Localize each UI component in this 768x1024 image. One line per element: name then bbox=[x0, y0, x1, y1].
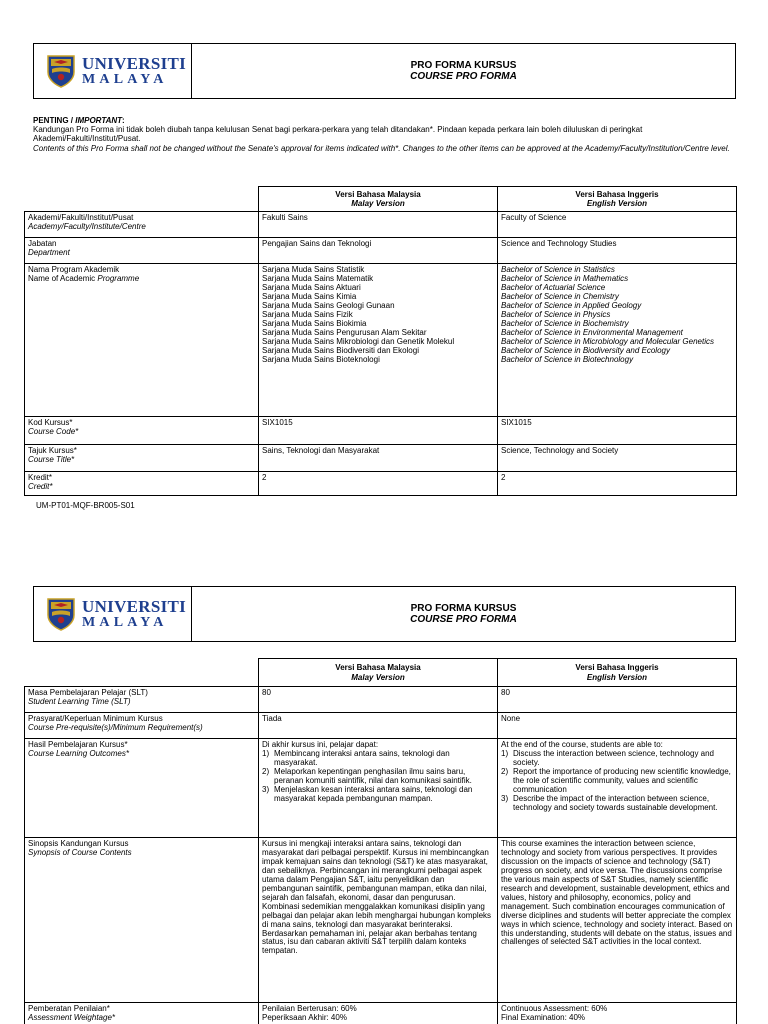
table-row: Prasyarat/Keperluan Minimum Kursus Course Pre-requisite(s)/Minimum Requirement(s) Tiada None bbox=[25, 713, 737, 739]
document-code: UM-PT01-MQF-BR005-S01 bbox=[36, 501, 135, 510]
form-title-english: COURSE PRO FORMA bbox=[410, 614, 517, 625]
programme-list-malay: Sarjana Muda Sains Statistik Sarjana Muda Sains Matematik Sarjana Muda Sains Aktuari Sarjana Muda Sains Kimia Sarjana Muda Sains Geologi Gunaan Sarjana Muda Sains Fizik Sarjana Muda Sains Biokimia Sarjana Muda Sains Pengurusan Alam Sekitar Sarjana Muda Sains Mikrobiologi dan Genetik Molekul Sarjana Muda Sains Biodiversiti dan Ekologi Sarjana Muda Sains Bioteknologi bbox=[259, 264, 498, 417]
synopsis-malay: Kursus ini mengkaji interaksi antara sains, teknologi dan masyarakat dari pelbagai perspektif. Kursus ini membincangkan impak kemajuan sains dan teknologi (S&T) ke atas masyarakat, dan sebaliknya. Perbincangan ini merangkumi pelbagai aspek utama dalam Pengajian S&T, iaitu penyelidikan dan pembangunan saintifik, pembangunan mampan, etika dan nilai, sejarah dan falsafah, ekonomi, dasar dan pengurusan. Kombinasi sedemikian menggalakkan komunikasi disiplin yang pelbagai dan pelajar akan lebih menghargai hubungan kompleks di mana sains, teknologi dan masyarakat berinteraksi. Berdasarkan pemahaman ini, pelajar akan berbahas tentang status, isu dan cabaran aktiviti S&T terpilih dalam konteks tempatan. bbox=[259, 838, 498, 1003]
logo-cell bbox=[34, 587, 192, 641]
logo-wordmark: UNIVERSITI MALAYA bbox=[82, 54, 187, 87]
form-title-malay: PRO FORMA KURSUS bbox=[410, 602, 517, 614]
outcomes-english: At the end of the course, students are able to: 1) Discuss the interaction between science, technology and society. 2) Report the importance of producing new scientific knowledge, the role of scientific community, values and scientific communication 3) Describe the impact of the interaction between science, technology and society towards sustainable development. bbox=[498, 739, 737, 838]
table-row: Jabatan Department Pengajian Sains dan Teknologi Science and Technology Studies bbox=[25, 238, 737, 264]
col-header-malay: Versi Bahasa Malaysia Malay Version bbox=[259, 659, 498, 687]
table-row: Tajuk Kursus* Course Title* Sains, Teknologi dan Masyarakat Science, Technology and Society bbox=[25, 445, 737, 472]
col-header-english: Versi Bahasa Inggeris English Version bbox=[498, 187, 737, 212]
table-row-assessment: Pemberatan Penilaian* Assessment Weightage* Penilaian Berterusan: 60% Peperiksaan Akhir: 40% Continuous Assessment: 60% Final Examination: 40% bbox=[25, 1003, 737, 1024]
page2-table bbox=[24, 658, 737, 1024]
table-row-synopsis: Sinopsis Kandungan Kursus Synopsis of Course Contents Kursus ini mengkaji interaksi antara sains, teknologi dan masyarakat dari pelbagai perspektif. Kursus ini membincangkan impak kemajuan sains dan teknologi (S&T) ke atas masyarakat, dan sebaliknya. Perbincangan ini merangkumi pelbagai aspek utama dalam Pengajian S&T, iaitu penyelidikan dan pembangunan saintifik, pembangunan mampan, etika dan nilai, sejarah dan falsafah, ekonomi, dasar dan pengurusan. Kombinasi sedemikian menggalakkan komunikasi disiplin yang pelbagai dan pelajar akan lebih menghargai hubungan kompleks di mana sains, teknologi dan masyarakat berinteraksi. Berdasarkan pemahaman ini, pelajar akan berbahas tentang status, isu dan cabaran aktiviti S&T terpilih dalam konteks tempatan. This course examines the interaction between science, technology and society from various perspectives. It provides discussion on the impacts of science and technology (S&T) progress on society, and vice versa. The discussions comprise the various main aspects of S&T Studies, namely scientific research and development, sustainable development, ethics and values, history and philosophy, economics, policy and management. Such combination encourages communication of diverse diciplines and students will better appreciate the complex ways in which science, technology and society interact. Based on this understanding, students will debate on the status, issues and challenges of selected S&T activities in the local context. bbox=[25, 838, 737, 1003]
table-row-programme: Nama Program Akademik Name of Academic Programme Sarjana Muda Sains Statistik Sarjana Muda Sains Matematik Sarjana Muda Sains Aktuari Sarjana Muda Sains Kimia Sarjana Muda Sains Geologi Gunaan Sarjana Muda Sains Fizik Sarjana Muda Sains Biokimia Sarjana Muda Sains Pengurusan Alam Sekitar Sarjana Muda Sains Mikrobiologi dan Genetik Molekul Sarjana Muda Sains Biodiversiti dan Ekologi Sarjana Muda Sains Bioteknologi Bachelor of Science in Statistics Bachelor of Science in Mathematics Bachelor of Actuarial Science Bachelor of Science in Chemistry Bachelor of Science in Applied Geology Bachelor of Science in Physics Bachelor of Science in Biochemistry Bachelor of Science in Environmental Management Bachelor of Science in Microbiology and Molecular Genetics Bachelor of Science in Biodiversity and Ecology Bachelor of Science in Biotechnology bbox=[25, 264, 737, 417]
programme-list-english: Bachelor of Science in Statistics Bachelor of Science in Mathematics Bachelor of Actuarial Science Bachelor of Science in Chemistry Bachelor of Science in Applied Geology Bachelor of Science in Physics Bachelor of Science in Biochemistry Bachelor of Science in Environmental Management Bachelor of Science in Microbiology and Molecular Genetics Bachelor of Science in Biodiversity and Ecology Bachelor of Science in Biotechnology bbox=[498, 264, 737, 417]
logo-wordmark: UNIVERSITI MALAYA bbox=[82, 597, 187, 630]
logo-cell bbox=[34, 44, 192, 98]
col-header-english: Versi Bahasa Inggeris English Version bbox=[498, 659, 737, 687]
form-title-english: COURSE PRO FORMA bbox=[410, 71, 517, 82]
page1-header bbox=[33, 43, 736, 99]
page1-table bbox=[24, 186, 737, 496]
table-row: Akademi/Fakulti/Institut/Pusat Academy/Faculty/Institute/Centre Fakulti Sains Faculty of Science bbox=[25, 212, 737, 238]
col-header-malay: Versi Bahasa Malaysia Malay Version bbox=[259, 187, 498, 212]
table-row: Masa Pembelajaran Pelajar (SLT) Student Learning Time (SLT) 80 80 bbox=[25, 687, 737, 713]
table-row: Kod Kursus* Course Code* SIX1015 SIX1015 bbox=[25, 417, 737, 445]
page2-header bbox=[33, 586, 736, 642]
university-crest-icon bbox=[46, 597, 76, 631]
table-row-outcomes: Hasil Pembelajaran Kursus* Course Learning Outcomes* Di akhir kursus ini, pelajar dapat: 1) Membincang interaksi antara sains, teknologi dan masyarakat. 2) Melaporkan kepentingan penghasilan ilmu sains baru, peranan komuniti saintifik, nilai dan komunikasi saintifik. 3) Menjelaskan kesan interaksi antara sains, teknologi dan masyarakat kepada pembangunan mampan. At the end of the course, students are able to: 1) Discuss the interaction between science, technology and society. 2) Report the importance of producing new scientific knowledge, the role of scientific community, values and scientific communication 3) Describe the impact of the interaction between science, technology and society towards sustainable development. bbox=[25, 739, 737, 838]
important-notice: PENTING / IMPORTANT: Kandungan Pro Forma ini tidak boleh diubah tanpa kelulusan Senat bagi perkara-perkara yang telah ditandakan*. Pindaan kepada perkara lain boleh diluluskan di peringkat Akademi/Fakulti/Institut/Pusat. Contents of this Pro Forma shall not be changed without the Senate's approval for items indicated with*. Changes to the other items can be approved at the Academy/Faculty/Institution/Centre level. bbox=[33, 116, 736, 153]
synopsis-english: This course examines the interaction between science, technology and society from various perspectives. It provides discussion on the impacts of science and technology (S&T) progress on society, and vice versa. The discussions comprise the various main aspects of S&T Studies, namely scientific research and development, sustainable development, ethics and values, history and philosophy, economics, policy and management. Such combination encourages communication of diverse diciplines and students will better appreciate the complex ways in which science, technology and society interact. Based on this understanding, students will debate on the status, issues and challenges of selected S&T activities in the local context. bbox=[498, 838, 737, 1003]
table-row: Kredit* Credit* 2 2 bbox=[25, 472, 737, 496]
form-title-malay: PRO FORMA KURSUS bbox=[410, 59, 517, 71]
form-title bbox=[192, 44, 735, 98]
notice-english: Contents of this Pro Forma shall not be changed without the Senate's approval for items indicated with*. Changes to the other items can be approved at the Academy/Faculty/Institution/Centre level. bbox=[33, 143, 730, 153]
university-crest-icon bbox=[46, 54, 76, 88]
form-title bbox=[192, 587, 735, 641]
outcomes-malay: Di akhir kursus ini, pelajar dapat: 1) Membincang interaksi antara sains, teknologi dan masyarakat. 2) Melaporkan kepentingan penghasilan ilmu sains baru, peranan komuniti saintifik, nilai dan komunikasi saintifik. 3) Menjelaskan kesan interaksi antara sains, teknologi dan masyarakat kepada pembangunan mampan. bbox=[259, 739, 498, 838]
notice-malay: Kandungan Pro Forma ini tidak boleh diubah tanpa kelulusan Senat bagi perkara-perkara yang telah ditandakan*. Pindaan kepada perkara lain boleh diluluskan di peringkat Akademi/Fakulti/Institut/Pusat. bbox=[33, 125, 643, 144]
